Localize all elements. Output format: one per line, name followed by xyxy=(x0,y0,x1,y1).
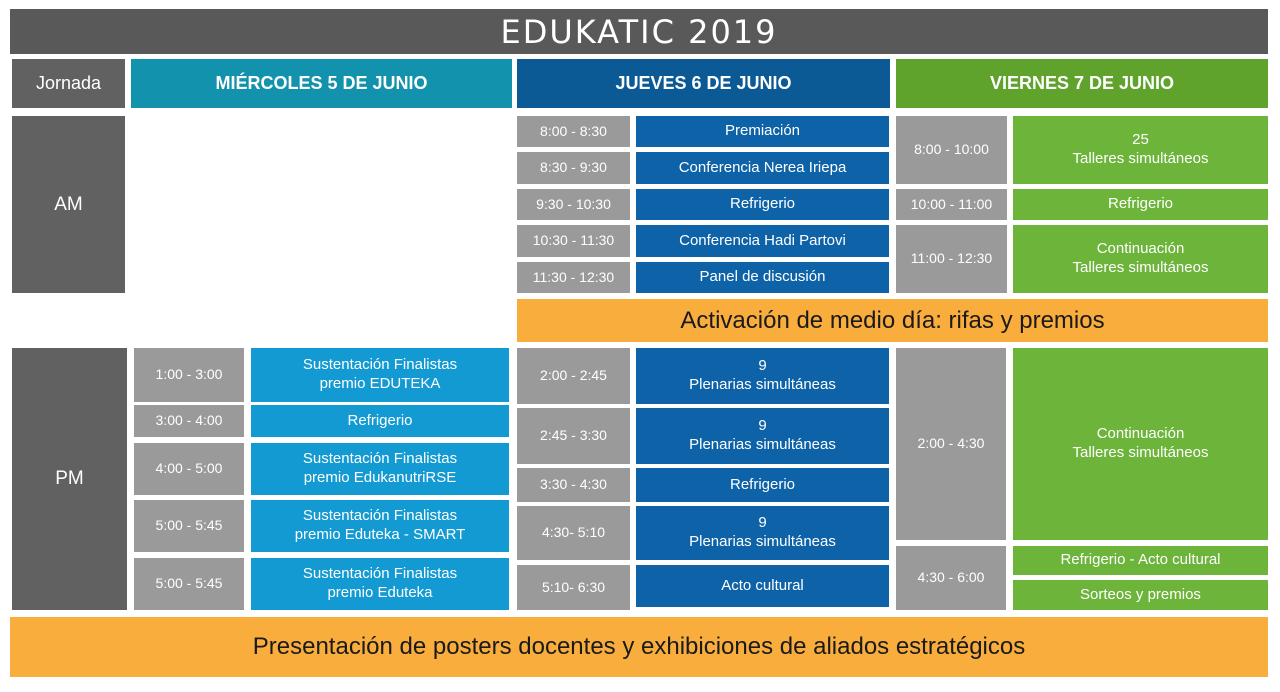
header-friday: VIERNES 7 DE JUNIO xyxy=(896,59,1268,108)
wed-pm-time: 1:00 - 3:00 xyxy=(134,348,244,402)
thu-pm-time: 5:10- 6:30 xyxy=(517,565,630,610)
page-title: EDUKATIC 2019 xyxy=(10,9,1268,54)
wed-pm-activity: Sustentación Finalistas premio EDUTEKA xyxy=(251,348,509,402)
thu-am-activity: Panel de discusión xyxy=(636,262,889,293)
thu-am-time: 8:00 - 8:30 xyxy=(517,116,630,147)
jornada-am: AM xyxy=(12,116,125,293)
fri-pm-time: 4:30 - 6:00 xyxy=(896,546,1006,610)
thu-pm-activity: 9 Plenarias simultáneas xyxy=(636,408,889,464)
thu-pm-activity: Acto cultural xyxy=(636,565,889,607)
header-wednesday: MIÉRCOLES 5 DE JUNIO xyxy=(131,59,512,108)
thu-am-activity: Conferencia Hadi Partovi xyxy=(636,225,889,257)
thu-am-activity: Conferencia Nerea Iriepa xyxy=(636,152,889,184)
thu-am-time: 10:30 - 11:30 xyxy=(517,225,630,257)
jornada-pm: PM xyxy=(12,348,127,610)
fri-am-time: 10:00 - 11:00 xyxy=(896,189,1007,220)
thu-pm-activity: Refrigerio xyxy=(636,468,889,502)
fri-am-time: 8:00 - 10:00 xyxy=(896,116,1007,184)
wed-pm-activity: Sustentación Finalistas premio EdukanutriRSE xyxy=(251,443,509,495)
thu-am-time: 9:30 - 10:30 xyxy=(517,189,630,220)
header-thursday: JUEVES 6 DE JUNIO xyxy=(517,59,890,108)
fri-am-activity: Refrigerio xyxy=(1013,189,1268,220)
bottom-banner: Presentación de posters docentes y exhibiciones de aliados estratégicos xyxy=(10,617,1268,677)
thu-pm-activity: 9 Plenarias simultáneas xyxy=(636,506,889,560)
thu-pm-activity: 9 Plenarias simultáneas xyxy=(636,348,889,404)
thu-am-time: 11:30 - 12:30 xyxy=(517,262,630,293)
wed-pm-activity: Sustentación Finalistas premio Eduteka - SMART xyxy=(251,500,509,552)
fri-pm-activity: Sorteos y premios xyxy=(1013,580,1268,610)
wed-pm-time: 4:00 - 5:00 xyxy=(134,443,244,495)
fri-pm-activity: Continuación Talleres simultáneos xyxy=(1013,348,1268,540)
wed-pm-time: 3:00 - 4:00 xyxy=(134,405,244,437)
fri-pm-time: 2:00 - 4:30 xyxy=(896,348,1006,540)
thu-pm-time: 4:30- 5:10 xyxy=(517,506,630,560)
thu-am-time: 8:30 - 9:30 xyxy=(517,152,630,184)
thu-pm-time: 2:00 - 2:45 xyxy=(517,348,630,404)
thu-pm-time: 3:30 - 4:30 xyxy=(517,468,630,502)
fri-am-time: 11:00 - 12:30 xyxy=(896,225,1007,293)
wed-pm-activity: Refrigerio xyxy=(251,405,509,437)
wed-pm-time: 5:00 - 5:45 xyxy=(134,500,244,552)
wed-pm-activity: Sustentación Finalistas premio Eduteka xyxy=(251,558,509,610)
midday-banner: Activación de medio día: rifas y premios xyxy=(517,299,1268,342)
header-jornada: Jornada xyxy=(12,59,125,108)
thu-am-activity: Premiación xyxy=(636,116,889,147)
wed-pm-time: 5:00 - 5:45 xyxy=(134,558,244,610)
fri-am-activity: Continuación Talleres simultáneos xyxy=(1013,225,1268,293)
fri-pm-activity: Refrigerio - Acto cultural xyxy=(1013,546,1268,575)
fri-am-activity: 25 Talleres simultáneos xyxy=(1013,116,1268,184)
thu-pm-time: 2:45 - 3:30 xyxy=(517,408,630,464)
thu-am-activity: Refrigerio xyxy=(636,189,889,220)
